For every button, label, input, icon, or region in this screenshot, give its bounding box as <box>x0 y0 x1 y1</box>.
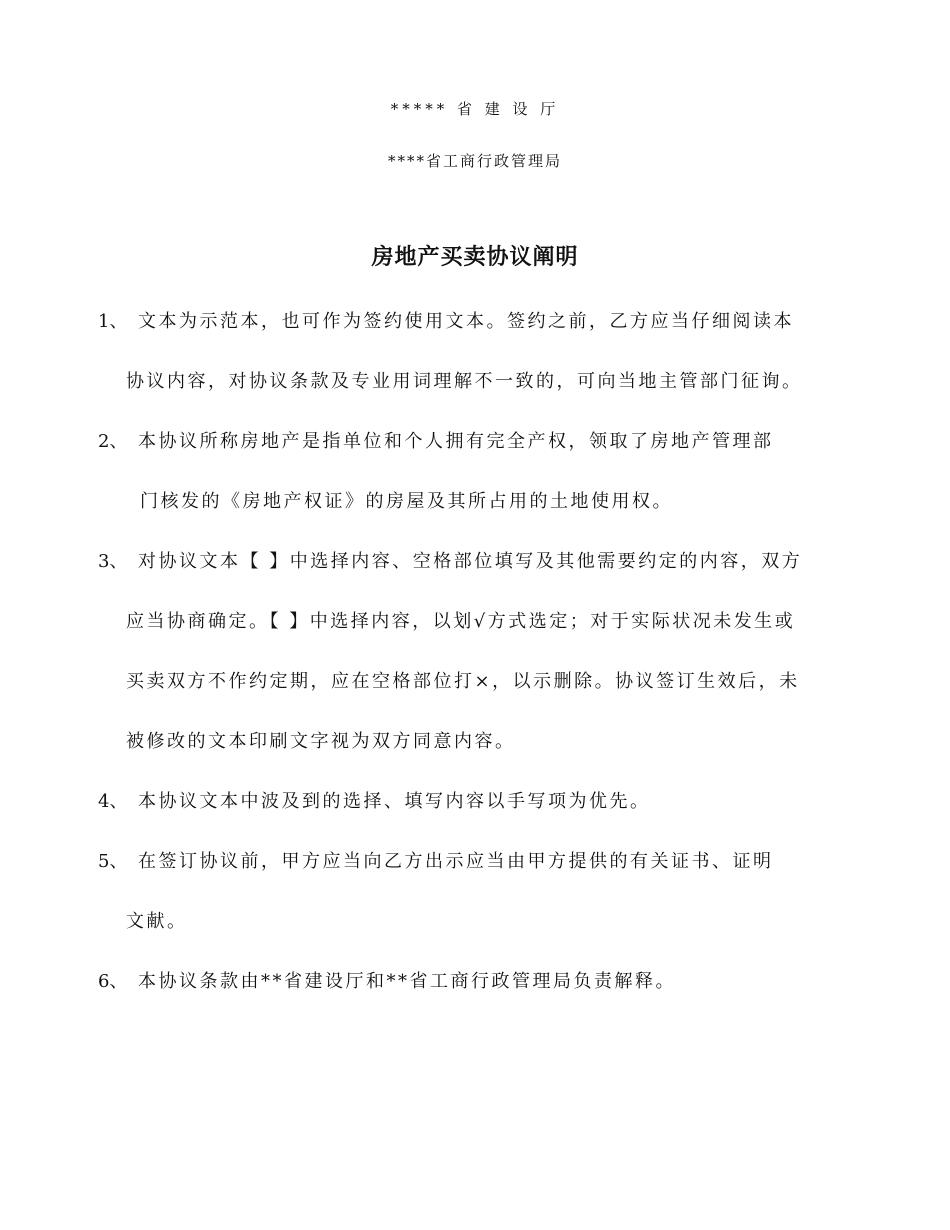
item-text-line: 对协议文本【 】中选择内容、空格部位填写及其他需要约定的内容，双方 <box>138 551 803 572</box>
item-number: 1、 <box>98 311 128 332</box>
list-item <box>0 303 950 401</box>
document-title: 房地产买卖协议阐明 <box>371 245 579 270</box>
item-text-line: 本协议所称房地产是指单位和个人拥有完全产权，领取了房地产管理部 <box>138 431 774 452</box>
list-item <box>0 783 950 821</box>
issuer-construction-dept: ***** 省 建 设 厅 <box>390 100 560 118</box>
item-text-line: 文献。 <box>126 911 188 932</box>
item-text-line: 本协议条款由**省建设厅和**省工商行政管理局负责解释。 <box>138 971 676 992</box>
item-text-line: 在签订协议前，甲方应当向乙方出示应当由甲方提供的有关证书、证明 <box>138 851 774 872</box>
item-text-line: 应当协商确定。【 】中选择内容，以划√方式选定；对于实际状况未发生或 <box>126 611 796 632</box>
issuer-commerce-bureau: ****省工商行政管理局 <box>387 152 562 170</box>
item-text-line: 被修改的文本印刷文字视为双方同意内容。 <box>126 731 516 752</box>
list-item <box>0 963 950 1001</box>
item-number: 6、 <box>98 971 128 992</box>
item-number: 4、 <box>98 791 128 812</box>
item-text-line: 文本为示范本，也可作为签约使用文本。签约之前，乙方应当仔细阅读本 <box>138 311 794 332</box>
list-item <box>0 843 950 941</box>
item-text-line: 门核发的《房地产权证》的房屋及其所占用的土地使用权。 <box>140 491 673 512</box>
item-number: 3、 <box>98 551 128 572</box>
item-number: 5、 <box>98 851 128 872</box>
item-number: 2、 <box>98 431 128 452</box>
list-item <box>0 543 950 761</box>
item-text-line: 协议内容，对协议条款及专业用词理解不一致的，可向当地主管部门征询。 <box>126 371 803 392</box>
item-text-line: 本协议文本中波及到的选择、填写内容以手写项为优先。 <box>138 791 651 812</box>
item-text-line: 买卖双方不作约定期，应在空格部位打×，以示删除。协议签订生效后，未 <box>126 671 800 692</box>
explanation-list <box>0 303 950 1023</box>
list-item <box>0 423 950 521</box>
